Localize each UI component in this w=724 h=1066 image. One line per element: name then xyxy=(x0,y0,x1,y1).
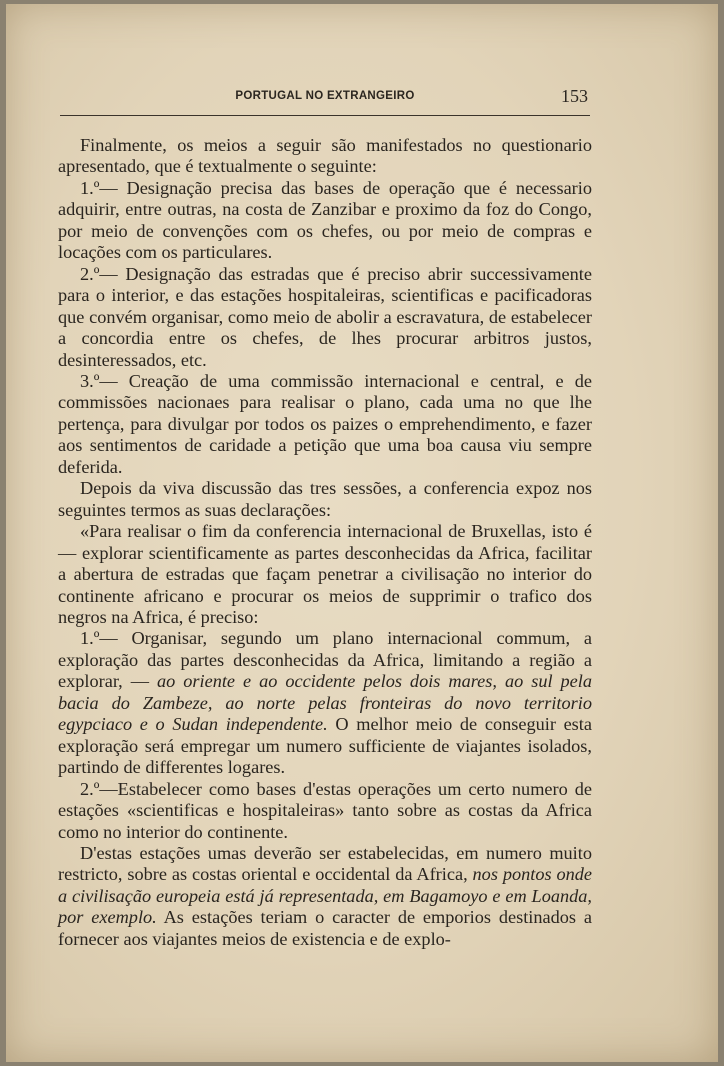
paragraph xyxy=(58,264,592,371)
paragraph xyxy=(58,521,592,628)
paragraph xyxy=(58,178,592,264)
paragraph xyxy=(58,779,592,843)
paragraph xyxy=(58,478,592,521)
text-run: 1.º— Organisar, segundo um plano internacional commum, a exploração das partes desconhecidas da Africa, limitando a região a explorar, — xyxy=(58,628,592,692)
italic-text: nos pontos onde a civilisação europeia está já representada, em Bagamoyo e em Loanda, por exemplo. xyxy=(58,864,592,928)
text-run: 2.º—Estabelecer como bases d'estas operações um certo numero de estações «scientificas e hospitaleiras» tanto sobre as costas da Africa como no interior do continente. xyxy=(58,778,592,842)
text-run: Depois da viva discussão das tres sessões, a conferencia expoz nos seguintes termos as suas declarações: xyxy=(58,478,592,520)
text-run: Finalmente, os meios a seguir são manifestados no questionario apresentado, que é textualmente o seguinte: xyxy=(58,135,592,177)
text-run: O melhor meio de conseguir esta exploração será empregar um numero sufficiente de viajantes isolados, partindo de differentes logares. xyxy=(58,714,592,778)
text-run: D'estas estações umas deverão ser estabelecidas, em numero muito restricto, sobre as costas oriental e occidental da Africa, xyxy=(58,842,592,885)
text-run: 1.º— Designação precisa das bases de operação que é necessario adquirir, entre outras, na costa de Zanzibar e proximo da foz do Congo, por meio de convenções com os chefes, ou por meio de compras e locações com os particulares. xyxy=(58,177,592,263)
page-number: 153 xyxy=(561,86,588,106)
paragraph xyxy=(58,843,592,950)
paragraph xyxy=(58,371,592,478)
paragraph xyxy=(58,628,592,778)
text-run: As estações teriam o caracter de emporios destinados a fornecer aos viajantes meios de existencia e de explo- xyxy=(58,907,592,949)
text-run: 3.º— Creação de uma commissão internacional e central, e de commissões nacionaes para realisar o plano, cada uma no que lhe pertença, para divulgar por todos os paizes o emprehendimento, e fazer aos sentimentos de caridade a petição que uma boa causa viu sempre deferida. xyxy=(58,370,592,477)
italic-text: ao oriente e ao occidente pelos dois mares, ao sul pela bacia do Zambeze, ao norte pelas fronteiras do novo territorio egypciaco e o Sudan independente. xyxy=(58,671,592,735)
text-run: 2.º— Designação das estradas que é preciso abrir successivamente para o interior, e das estações hospitaleiras, scientificas e pacificadoras que convém organisar, como meio de abolir a escravatura, de estabelecer a concordia entre os chefes, de lhes procurar arbitros justos, desinteressados, etc. xyxy=(58,263,592,370)
page-header xyxy=(60,86,590,112)
book-page xyxy=(6,4,718,1062)
text-run: «Para realisar o fim da conferencia internacional de Bruxellas, isto é — explorar scientificamente as partes desconhecidas da Africa, facilitar a abertura de estradas que façam penetrar a civilisação no interior do continente africano e procurar os meios de supprimir o trafico dos negros na Africa, é preciso: xyxy=(58,521,592,627)
running-title: PORTUGAL NO EXTRANGEIRO xyxy=(235,90,415,102)
paragraph xyxy=(58,135,592,178)
body-text xyxy=(58,135,592,950)
header-rule xyxy=(60,115,590,116)
